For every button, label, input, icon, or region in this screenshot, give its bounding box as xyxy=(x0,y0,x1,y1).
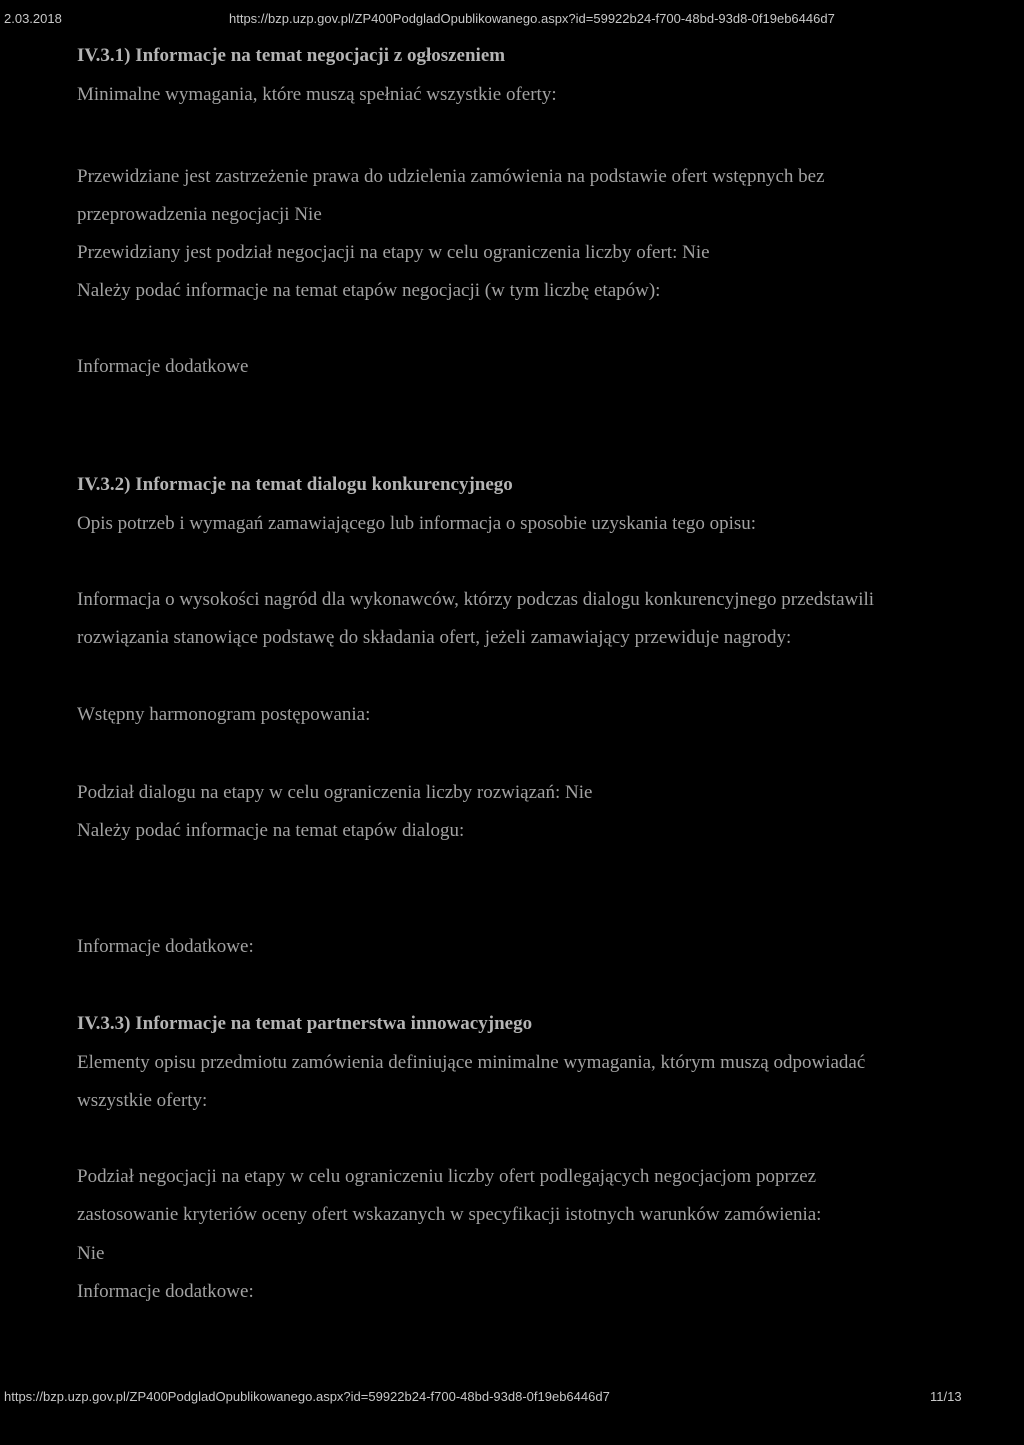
text-line: Informacje dodatkowe xyxy=(77,356,249,377)
text-line: rozwiązania stanowiące podstawę do składania ofert, jeżeli zamawiający przewiduje nagrody: xyxy=(77,627,792,648)
text-line: Informacje dodatkowe: xyxy=(77,936,254,957)
header-url: https://bzp.uzp.gov.pl/ZP400PodgladOpublikowanego.aspx?id=59922b24-f700-48bd-93d8-0f19eb6446d7 xyxy=(229,11,835,26)
text-line: Elementy opisu przedmiotu zamówienia definiujące minimalne wymagania, którym muszą odpowiadać xyxy=(77,1052,866,1073)
footer-url: https://bzp.uzp.gov.pl/ZP400PodgladOpublikowanego.aspx?id=59922b24-f700-48bd-93d8-0f19eb6446d7 xyxy=(4,1389,610,1404)
text-line: Należy podać informacje na temat etapów negocjacji (w tym liczbę etapów): xyxy=(77,280,661,301)
text-line: Opis potrzeb i wymagań zamawiającego lub informacja o sposobie uzyskania tego opisu: xyxy=(77,513,757,534)
section-heading-negocjacje: IV.3.1) Informacje na temat negocjacji z ogłoszeniem xyxy=(77,45,506,66)
header-date: 2.03.2018 xyxy=(4,11,62,26)
text-line: Przewidziane jest zastrzeżenie prawa do udzielenia zamówienia na podstawie ofert wstępnych bez xyxy=(77,166,825,187)
text-line: Nie xyxy=(77,1243,105,1264)
text-line: Informacje dodatkowe: xyxy=(77,1281,254,1302)
text-line: wszystkie oferty: xyxy=(77,1090,208,1111)
text-line: Podział negocjacji na etapy w celu ograniczeniu liczby ofert podlegających negocjacjom poprzez xyxy=(77,1166,817,1187)
text-line: przeprowadzenia negocjacji Nie xyxy=(77,204,322,225)
section-heading-dialog: IV.3.2) Informacje na temat dialogu konkurencyjnego xyxy=(77,474,513,495)
text-line: Informacja o wysokości nagród dla wykonawców, którzy podczas dialogu konkurencyjnego przedstawili xyxy=(77,589,875,610)
footer-page-number: 11/13 xyxy=(930,1389,962,1404)
section-heading-partnerstwo: IV.3.3) Informacje na temat partnerstwa innowacyjnego xyxy=(77,1013,533,1034)
text-line: Wstępny harmonogram postępowania: xyxy=(77,704,371,725)
text-line: Minimalne wymagania, które muszą spełniać wszystkie oferty: xyxy=(77,84,557,105)
text-line: Podział dialogu na etapy w celu ograniczenia liczby rozwiązań: Nie xyxy=(77,782,593,803)
text-line: Przewidziany jest podział negocjacji na etapy w celu ograniczenia liczby ofert: Nie xyxy=(77,242,710,263)
text-line: zastosowanie kryteriów oceny ofert wskazanych w specyfikacji istotnych warunków zamówienia: xyxy=(77,1204,822,1225)
text-line: Należy podać informacje na temat etapów dialogu: xyxy=(77,820,465,841)
